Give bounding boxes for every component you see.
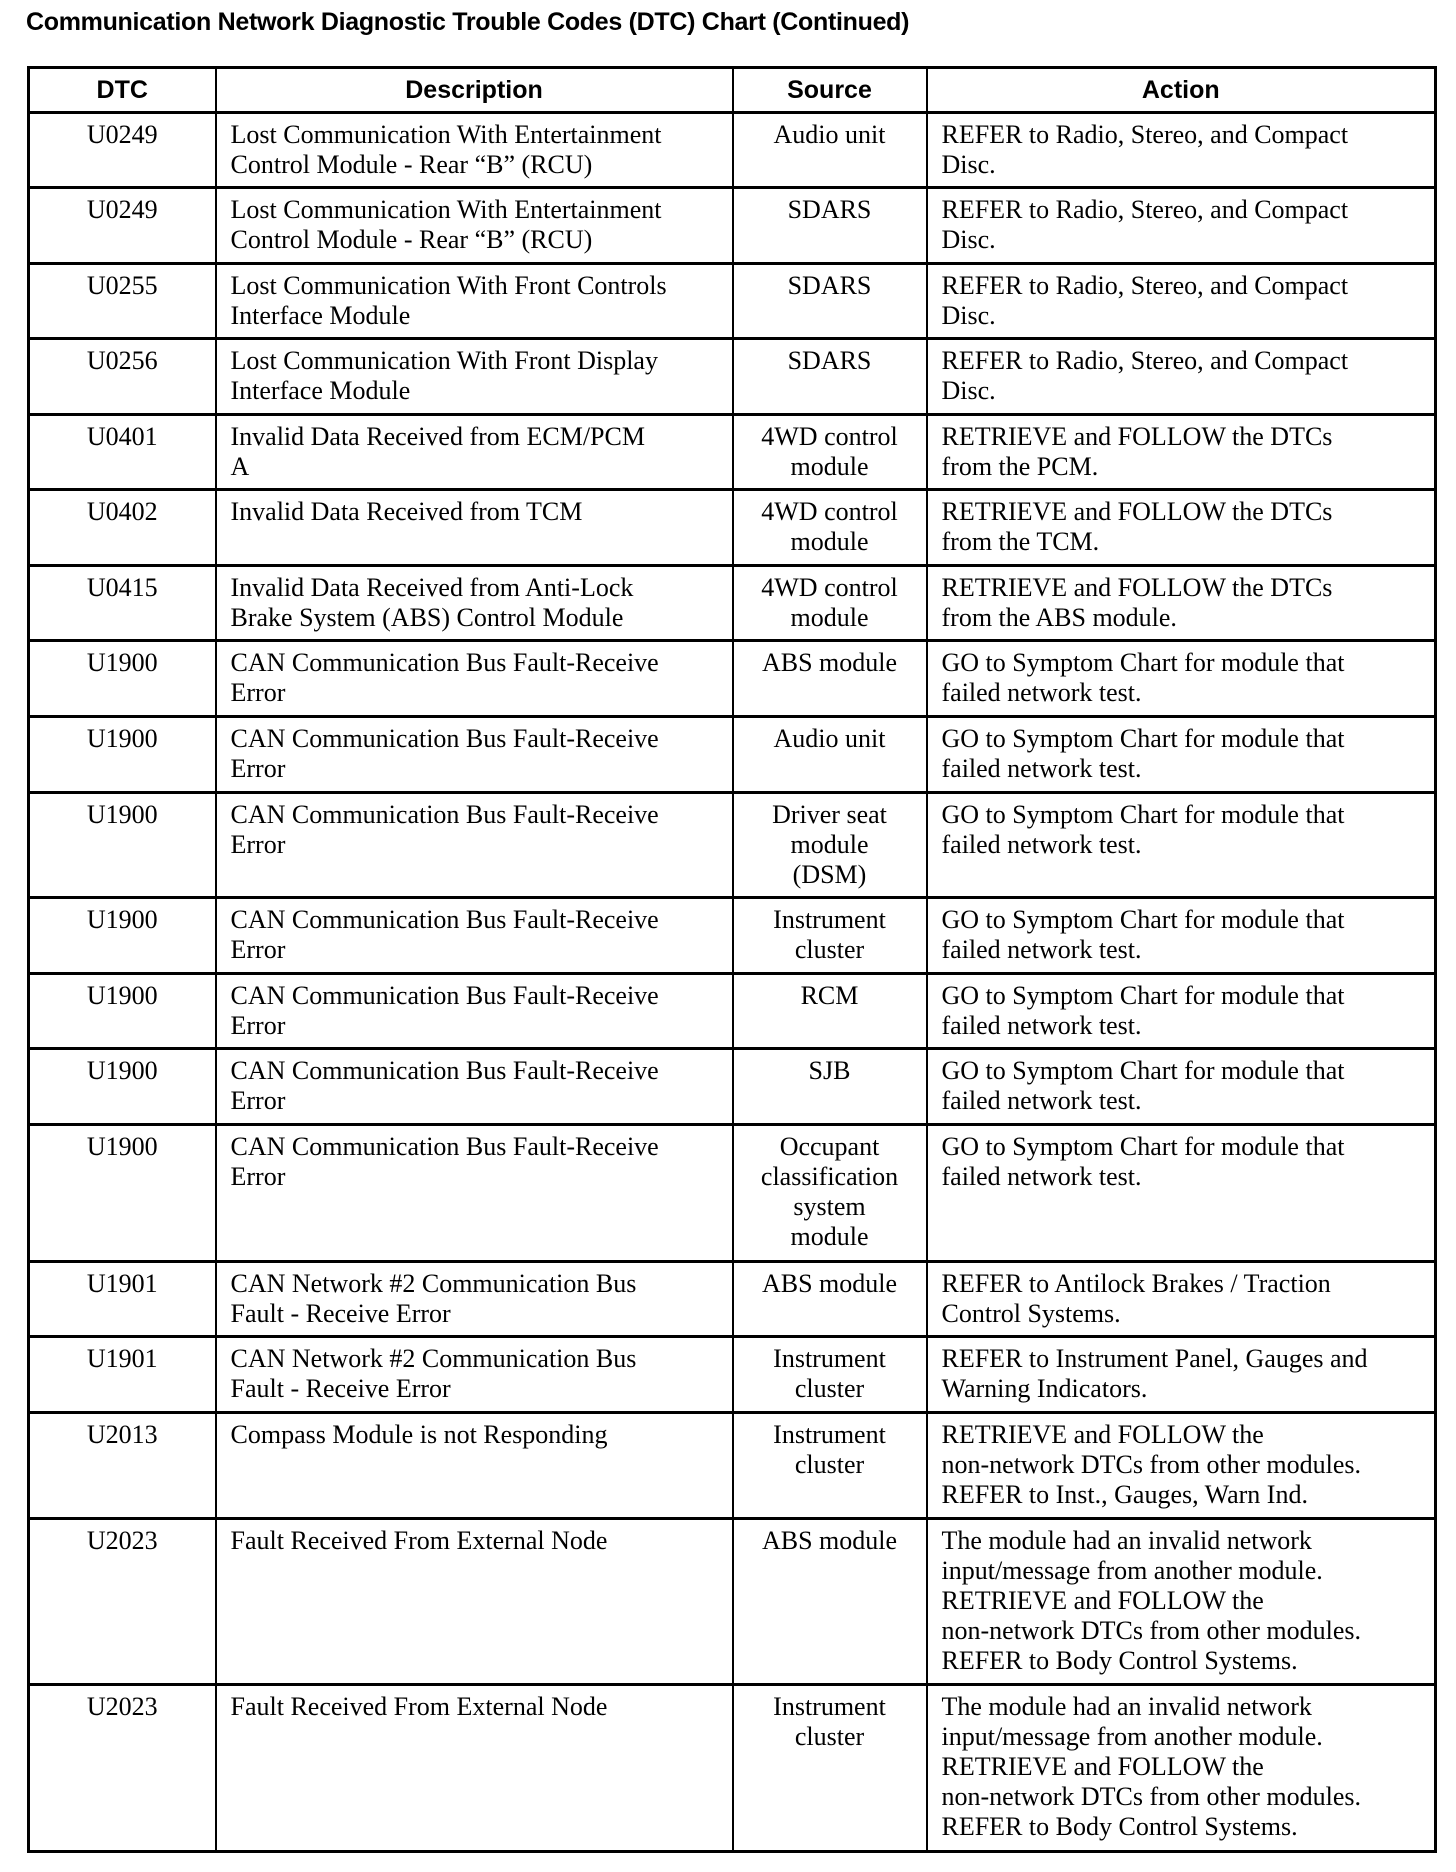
action-cell <box>927 188 1436 264</box>
table-row <box>29 898 1436 974</box>
action-cell-line: REFER to Radio, Stereo, and Compact <box>941 195 1349 224</box>
dtc-code-cell: U1901 <box>29 1262 216 1337</box>
source-cell <box>733 641 927 717</box>
action-cell-line: Disc. <box>941 150 996 179</box>
source-cell-line: ABS module <box>761 1526 898 1555</box>
description-cell <box>216 1262 733 1337</box>
source-cell-line: cluster <box>794 1374 865 1403</box>
table-row <box>29 1685 1436 1852</box>
description-cell-line: CAN Network #2 Communication Bus <box>230 1344 637 1373</box>
table-row <box>29 974 1436 1049</box>
source-cell-line: 4WD control <box>761 422 898 451</box>
table-row <box>29 717 1436 793</box>
action-cell <box>927 490 1436 566</box>
source-cell <box>733 1685 927 1852</box>
action-cell-line: RETRIEVE and FOLLOW the DTCs <box>941 422 1333 451</box>
table-row <box>29 264 1436 339</box>
action-cell-line: failed network test. <box>941 935 1142 964</box>
source-cell-line: Audio unit <box>773 120 886 149</box>
description-cell-line: CAN Network #2 Communication Bus <box>230 1269 637 1298</box>
description-cell <box>216 717 733 793</box>
dtc-code-cell: U0402 <box>29 490 216 566</box>
description-cell-line: Lost Communication With Entertainment <box>230 120 662 149</box>
action-cell-line: RETRIEVE and FOLLOW the <box>941 1586 1264 1615</box>
source-cell-line: classification <box>760 1162 899 1191</box>
description-cell <box>216 113 733 188</box>
source-cell-line: module <box>790 603 869 632</box>
dtc-code-cell: U1900 <box>29 898 216 974</box>
description-cell-line: Lost Communication With Entertainment <box>230 195 662 224</box>
dtc-code-cell: U0256 <box>29 339 216 415</box>
action-cell <box>927 974 1436 1049</box>
source-cell-line: Instrument <box>773 1692 886 1721</box>
action-cell-line: REFER to Radio, Stereo, and Compact <box>941 120 1349 149</box>
action-cell-line: input/message from another module. <box>941 1556 1323 1585</box>
source-cell-line: cluster <box>794 1450 865 1479</box>
action-cell <box>927 1519 1436 1685</box>
description-cell-line: Control Module - Rear “B” (RCU) <box>230 225 593 254</box>
action-cell-line: input/message from another module. <box>941 1722 1323 1751</box>
action-cell-line: failed network test. <box>941 830 1142 859</box>
header-action: Action <box>927 68 1436 113</box>
source-cell <box>733 974 927 1049</box>
table-header-row <box>29 68 1436 113</box>
action-cell-line: failed network test. <box>941 1086 1142 1115</box>
table-row <box>29 1519 1436 1685</box>
header-description: Description <box>216 68 733 113</box>
action-cell-line: Disc. <box>941 301 996 330</box>
action-cell-line: from the ABS module. <box>941 603 1177 632</box>
source-cell <box>733 898 927 974</box>
action-cell-line: REFER to Radio, Stereo, and Compact <box>941 271 1349 300</box>
description-cell-line: CAN Communication Bus Fault-Receive <box>230 1056 659 1085</box>
source-cell-line: ABS module <box>761 1269 898 1298</box>
description-cell-line: Interface Module <box>230 376 411 405</box>
description-cell <box>216 641 733 717</box>
action-cell-line: Disc. <box>941 376 996 405</box>
action-cell <box>927 1049 1436 1125</box>
action-cell-line: RETRIEVE and FOLLOW the DTCs <box>941 497 1333 526</box>
action-cell <box>927 717 1436 793</box>
source-cell-line: module <box>790 1222 869 1251</box>
description-cell <box>216 1049 733 1125</box>
source-cell-line: RCM <box>800 981 859 1010</box>
action-cell-line: REFER to Radio, Stereo, and Compact <box>941 346 1349 375</box>
action-cell-line: RETRIEVE and FOLLOW the DTCs <box>941 573 1333 602</box>
dtc-code-cell: U2023 <box>29 1685 216 1852</box>
source-cell <box>733 1519 927 1685</box>
dtc-code-cell: U0249 <box>29 113 216 188</box>
action-cell-line: failed network test. <box>941 1162 1142 1191</box>
description-cell <box>216 898 733 974</box>
action-cell-line: REFER to Antilock Brakes / Traction <box>941 1269 1331 1298</box>
description-cell-line: Invalid Data Received from Anti-Lock <box>230 573 634 602</box>
description-cell-line: Error <box>230 1086 286 1115</box>
dtc-code-cell: U1900 <box>29 1125 216 1262</box>
source-cell <box>733 415 927 490</box>
table-row <box>29 1049 1436 1125</box>
description-cell-line: Compass Module is not Responding <box>230 1420 608 1449</box>
dtc-code-cell: U1900 <box>29 1049 216 1125</box>
action-cell-line: RETRIEVE and FOLLOW the <box>941 1752 1264 1781</box>
table-row <box>29 415 1436 490</box>
source-cell-line: 4WD control <box>761 497 898 526</box>
description-cell-line: CAN Communication Bus Fault-Receive <box>230 800 659 829</box>
action-cell-line: non-network DTCs from other modules. <box>941 1616 1362 1645</box>
action-cell-line: GO to Symptom Chart for module that <box>941 905 1345 934</box>
table-row <box>29 1125 1436 1262</box>
action-cell-line: GO to Symptom Chart for module that <box>941 800 1345 829</box>
source-cell-line: SDARS <box>787 195 872 224</box>
action-cell <box>927 415 1436 490</box>
source-cell-line: system <box>793 1192 866 1221</box>
dtc-code-cell: U2023 <box>29 1519 216 1685</box>
action-cell-line: non-network DTCs from other modules. <box>941 1450 1362 1479</box>
header-dtc: DTC <box>29 68 216 113</box>
table-row <box>29 188 1436 264</box>
action-cell-line: from the TCM. <box>941 527 1100 556</box>
action-cell <box>927 264 1436 339</box>
source-cell <box>733 113 927 188</box>
action-cell-line: REFER to Instrument Panel, Gauges and <box>941 1344 1368 1373</box>
action-cell-line: from the PCM. <box>941 452 1099 481</box>
source-cell-line: cluster <box>794 935 865 964</box>
dtc-code-cell: U1900 <box>29 793 216 898</box>
description-cell <box>216 1125 733 1262</box>
action-cell-line: Warning Indicators. <box>941 1374 1148 1403</box>
action-cell <box>927 793 1436 898</box>
source-cell <box>733 1262 927 1337</box>
dtc-code-cell: U1900 <box>29 717 216 793</box>
source-cell-line: Instrument <box>773 1420 886 1449</box>
description-cell <box>216 415 733 490</box>
action-cell-line: failed network test. <box>941 1011 1142 1040</box>
description-cell <box>216 1685 733 1852</box>
source-cell <box>733 1413 927 1519</box>
dtc-code-cell: U0249 <box>29 188 216 264</box>
description-cell-line: CAN Communication Bus Fault-Receive <box>230 981 659 1010</box>
dtc-code-cell: U0401 <box>29 415 216 490</box>
source-cell-line: SDARS <box>787 271 872 300</box>
action-cell <box>927 1262 1436 1337</box>
description-cell-line: CAN Communication Bus Fault-Receive <box>230 648 659 677</box>
action-cell-line: Disc. <box>941 225 996 254</box>
action-cell <box>927 1337 1436 1413</box>
source-cell <box>733 188 927 264</box>
source-cell <box>733 793 927 898</box>
description-cell-line: CAN Communication Bus Fault-Receive <box>230 905 659 934</box>
description-cell <box>216 1519 733 1685</box>
dtc-code-cell: U1900 <box>29 974 216 1049</box>
action-cell-line: failed network test. <box>941 678 1142 707</box>
action-cell <box>927 113 1436 188</box>
table-row <box>29 1337 1436 1413</box>
description-cell-line: Error <box>230 1162 286 1191</box>
description-cell-line: Error <box>230 830 286 859</box>
source-cell-line: 4WD control <box>761 573 898 602</box>
header-source: Source <box>733 68 927 113</box>
source-cell <box>733 717 927 793</box>
description-cell-line: Fault Received From External Node <box>230 1526 608 1555</box>
description-cell-line: Error <box>230 678 286 707</box>
table-row <box>29 490 1436 566</box>
action-cell-line: GO to Symptom Chart for module that <box>941 648 1345 677</box>
dtc-code-cell: U0415 <box>29 566 216 641</box>
dtc-code-cell: U1901 <box>29 1337 216 1413</box>
description-cell <box>216 188 733 264</box>
action-cell <box>927 566 1436 641</box>
action-cell-line: non-network DTCs from other modules. <box>941 1782 1362 1811</box>
description-cell-line: Interface Module <box>230 301 411 330</box>
page-title: Communication Network Diagnostic Trouble Codes (DTC) Chart (Continued) <box>26 8 910 36</box>
action-cell-line: The module had an invalid network <box>941 1692 1312 1721</box>
description-cell-line: Fault - Receive Error <box>230 1374 451 1403</box>
action-cell <box>927 1125 1436 1262</box>
table-row <box>29 793 1436 898</box>
source-cell <box>733 566 927 641</box>
description-cell <box>216 264 733 339</box>
action-cell-line: GO to Symptom Chart for module that <box>941 1056 1345 1085</box>
source-cell <box>733 1125 927 1262</box>
table-row <box>29 641 1436 717</box>
description-cell-line: Brake System (ABS) Control Module <box>230 603 624 632</box>
source-cell-line: module <box>790 830 869 859</box>
action-cell-line: The module had an invalid network <box>941 1526 1312 1555</box>
description-cell-line: CAN Communication Bus Fault-Receive <box>230 724 659 753</box>
source-cell <box>733 1337 927 1413</box>
action-cell-line: GO to Symptom Chart for module that <box>941 1132 1345 1161</box>
source-cell-line: Audio unit <box>773 724 886 753</box>
description-cell-line: Error <box>230 1011 286 1040</box>
dtc-code-cell: U0255 <box>29 264 216 339</box>
description-cell-line: Invalid Data Received from TCM <box>230 497 583 526</box>
description-cell <box>216 793 733 898</box>
table-row <box>29 1413 1436 1519</box>
description-cell-line: A <box>230 452 250 481</box>
description-cell-line: Control Module - Rear “B” (RCU) <box>230 150 593 179</box>
description-cell-line: Fault - Receive Error <box>230 1299 451 1328</box>
action-cell-line: GO to Symptom Chart for module that <box>941 724 1345 753</box>
action-cell-line: failed network test. <box>941 754 1142 783</box>
table-row <box>29 113 1436 188</box>
source-cell-line: SDARS <box>787 346 872 375</box>
action-cell-line: RETRIEVE and FOLLOW the <box>941 1420 1264 1449</box>
description-cell-line: Fault Received From External Node <box>230 1692 608 1721</box>
table-row <box>29 1262 1436 1337</box>
action-cell-line: Control Systems. <box>941 1299 1121 1328</box>
action-cell-line: GO to Symptom Chart for module that <box>941 981 1345 1010</box>
source-cell-line: cluster <box>794 1722 865 1751</box>
action-cell <box>927 641 1436 717</box>
source-cell-line: Occupant <box>779 1132 880 1161</box>
description-cell <box>216 1413 733 1519</box>
action-cell-line: REFER to Inst., Gauges, Warn Ind. <box>941 1480 1308 1509</box>
dtc-code-cell: U2013 <box>29 1413 216 1519</box>
description-cell <box>216 339 733 415</box>
source-cell <box>733 490 927 566</box>
description-cell-line: Lost Communication With Front Controls <box>230 271 667 300</box>
source-cell-line: (DSM) <box>792 860 867 889</box>
source-cell-line: SJB <box>808 1056 851 1085</box>
dtc-code-cell: U1900 <box>29 641 216 717</box>
source-cell-line: Driver seat <box>772 800 887 829</box>
description-cell-line: Error <box>230 935 286 964</box>
description-cell-line: Invalid Data Received from ECM/PCM <box>230 422 645 451</box>
action-cell <box>927 1413 1436 1519</box>
description-cell-line: Error <box>230 754 286 783</box>
description-cell-line: CAN Communication Bus Fault-Receive <box>230 1132 659 1161</box>
source-cell-line: module <box>790 452 869 481</box>
source-cell-line: Instrument <box>773 905 886 934</box>
description-cell <box>216 1337 733 1413</box>
source-cell-line: module <box>790 527 869 556</box>
table-row <box>29 566 1436 641</box>
action-cell <box>927 1685 1436 1852</box>
description-cell <box>216 566 733 641</box>
source-cell-line: Instrument <box>773 1344 886 1373</box>
action-cell <box>927 339 1436 415</box>
description-cell <box>216 974 733 1049</box>
table-body <box>29 113 1436 1852</box>
dtc-table <box>27 66 1437 1853</box>
source-cell <box>733 1049 927 1125</box>
action-cell <box>927 898 1436 974</box>
action-cell-line: REFER to Body Control Systems. <box>941 1646 1298 1675</box>
action-cell-line: REFER to Body Control Systems. <box>941 1812 1298 1841</box>
description-cell-line: Lost Communication With Front Display <box>230 346 658 375</box>
source-cell-line: ABS module <box>761 648 898 677</box>
source-cell <box>733 264 927 339</box>
table-row <box>29 339 1436 415</box>
source-cell <box>733 339 927 415</box>
description-cell <box>216 490 733 566</box>
